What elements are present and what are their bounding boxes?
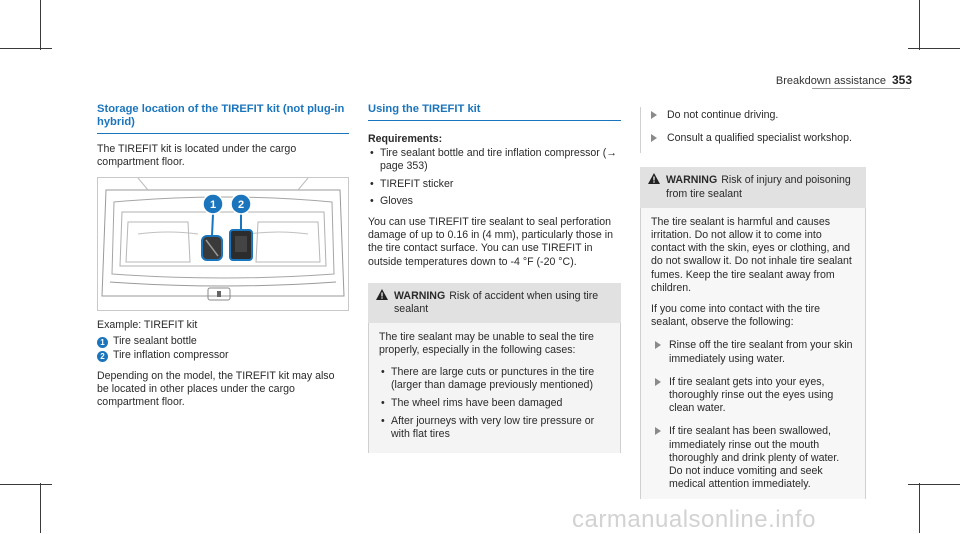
warning-box-injury (640, 167, 866, 499)
arrow-right-icon (655, 341, 661, 349)
tirefit-kit-figure (97, 177, 349, 311)
arrow-right-icon (655, 378, 661, 386)
warning-body (368, 323, 621, 452)
legend-number: 1 (97, 337, 108, 348)
arrow-right-icon (651, 111, 657, 119)
step-text: Do not continue driving. (667, 109, 779, 121)
column-1 (97, 103, 349, 418)
compressor-shape (230, 230, 252, 260)
warning-header (368, 283, 621, 323)
figure-caption: Example: TIREFIT kit (97, 319, 198, 332)
warning-paragraph: The tire sealant is harmful and causes irritation. Do not allow it to come into contact with the skin, eyes or clothing, and do not swallow it. Do not inhale tire sealant fumes. Keep the tire sealant away from children. (651, 215, 852, 294)
crop-mark (0, 48, 52, 49)
warning-triangle-icon (376, 289, 388, 300)
warning-title: Risk of injury and poisoning from tire sealant (666, 174, 851, 200)
crop-mark (919, 0, 920, 50)
list-item: • After journeys with very low tire pressure or with flat tires (379, 415, 610, 441)
arrow-right-icon (651, 134, 657, 142)
column-2 (368, 103, 621, 453)
requirements-label: Requirements: (368, 133, 443, 145)
warning-box-accident (368, 283, 621, 453)
arrow-right-icon (655, 427, 661, 435)
legend-item (97, 349, 349, 362)
crop-mark (908, 48, 960, 49)
step-text: Rinse off the tire sealant from your skin immediately using water. (669, 339, 853, 365)
list-item: • TIREFIT sticker (368, 178, 621, 191)
legend-item (97, 335, 349, 348)
warning-body (640, 208, 866, 500)
list-item: • Tire sealant bottle and tire inflation compressor (→ page 353) (368, 147, 621, 173)
callout-2-label: 2 (237, 199, 245, 212)
header-rule (812, 88, 910, 89)
crop-mark (919, 483, 920, 533)
step-item (641, 109, 866, 122)
section-name: Breakdown assistance (775, 75, 886, 87)
running-header (776, 73, 912, 87)
step-item (651, 425, 855, 491)
warning-header (640, 167, 866, 207)
step-text: If tire sealant has been swallowed, immediately rinse out the mouth thoroughly and drink plenty of water. Do not induce vomiting and seek medical attention immediately. (669, 425, 840, 491)
usage-text: You can use TIREFIT tire sealant to seal perforation damage of up to 0.16 in (4 mm), particularly those in the tire contact surface. You can use TIREFIT in outside temperatures down to -4 °F (-20 °C). (368, 216, 613, 268)
step-item (651, 376, 855, 416)
warning-triangle-icon (648, 173, 660, 184)
callout-1-label: 1 (209, 199, 217, 212)
section-title-using: Using the TIREFIT kit (368, 103, 621, 121)
page-number: 353 (891, 73, 912, 87)
warning-paragraph: If you come into contact with the tire sealant, observe the following: (651, 303, 820, 329)
crop-mark (908, 484, 960, 485)
step-text: Consult a qualified specialist workshop. (667, 132, 852, 145)
list-item: • There are large cuts or punctures in the tire (larger than damage previously mentioned) (379, 366, 610, 392)
warning-label: WARNING (394, 289, 446, 302)
crop-mark (0, 484, 52, 485)
step-item (651, 339, 855, 365)
list-item: • The wheel rims have been damaged (379, 397, 610, 410)
warning-intro: The tire sealant may be unable to seal the tire properly, especially in the following cases: (379, 331, 594, 357)
steps-top (640, 107, 866, 153)
crop-mark (40, 483, 41, 533)
section-title-storage: Storage location of the TIREFIT kit (not plug-in hybrid) (97, 103, 349, 134)
warning-list (379, 366, 610, 442)
legend-text: Tire sealant bottle (113, 334, 197, 347)
requirements-list (368, 147, 621, 208)
warning-title: Risk of accident when using tire sealant (394, 289, 599, 316)
outro-text: Depending on the model, the TIREFIT kit may also be located in other places under the cargo compartment floor. (97, 370, 335, 409)
sealant-bottle-shape (202, 236, 222, 260)
legend-text: Tire inflation compressor (113, 348, 229, 361)
warning-label: WARNING (666, 174, 718, 187)
crop-mark (40, 0, 41, 50)
list-item: • Gloves (368, 195, 621, 208)
legend-number: 2 (97, 351, 108, 362)
step-text: If tire sealant gets into your eyes, thoroughly rinse out the eyes using clean water. (669, 375, 834, 415)
column-3 (640, 107, 866, 499)
intro-text: The TIREFIT kit is located under the cargo compartment floor. (97, 143, 297, 169)
watermark: carmanualsonline.info (572, 506, 816, 533)
step-item (641, 132, 866, 145)
